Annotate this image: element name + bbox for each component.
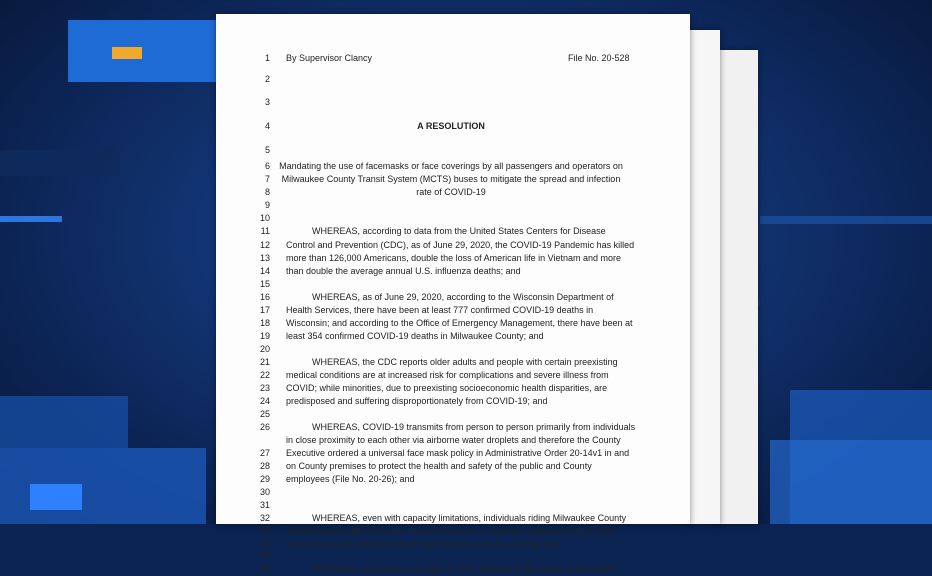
line-number: 26 bbox=[259, 422, 270, 432]
bg-block bbox=[770, 440, 932, 524]
line-text: predisposed and suffering disproportionately from COVID-19; and bbox=[286, 396, 548, 406]
line-text: more than 126,000 Americans, double the loss of American life in Vietnam and more bbox=[286, 253, 622, 263]
document-line bbox=[216, 434, 690, 447]
document-line bbox=[216, 212, 690, 225]
bg-block-bright bbox=[30, 484, 82, 510]
line-number: 22 bbox=[259, 370, 270, 380]
line-text: Wisconsin; and according to the Office of Emergency Management, there have been at bbox=[286, 318, 633, 328]
document-line bbox=[216, 549, 690, 562]
header-line bbox=[216, 52, 690, 65]
line-number: 25 bbox=[259, 409, 270, 419]
document-line bbox=[216, 447, 690, 460]
document-line bbox=[216, 252, 690, 265]
line-number: 21 bbox=[259, 357, 270, 367]
document-line bbox=[216, 144, 690, 157]
line-number: 28 bbox=[259, 461, 270, 471]
line-text: Milwaukee County Transit System (MCTS) buses to mitigate the spread and infection bbox=[281, 174, 621, 184]
bg-stripe bbox=[760, 216, 932, 224]
document-line bbox=[216, 317, 690, 330]
document-line bbox=[216, 382, 690, 395]
document-line bbox=[216, 96, 690, 109]
line-number: 1 bbox=[264, 53, 270, 63]
line-text: other sharing the same air which may carry the COVID-19 virus; and bbox=[286, 539, 559, 549]
line-number: 9 bbox=[264, 200, 270, 210]
bg-stripe bbox=[0, 216, 62, 222]
document-line bbox=[216, 291, 690, 304]
document-line bbox=[216, 460, 690, 473]
line-number: 11 bbox=[260, 226, 270, 236]
document-line bbox=[216, 421, 690, 434]
document-line bbox=[216, 239, 690, 252]
document-line bbox=[216, 160, 690, 173]
line-number: 5 bbox=[264, 145, 270, 155]
document-line bbox=[216, 265, 690, 278]
line-text: Executive ordered a universal face mask policy in Administrative Order 20-14v1 in and bbox=[286, 448, 630, 458]
line-text: WHEREAS, according to data from the United States Centers for Disease bbox=[312, 226, 606, 236]
line-number: 29 bbox=[259, 474, 270, 484]
bg-block bbox=[0, 396, 128, 448]
document-line bbox=[216, 173, 690, 186]
line-number: 34 bbox=[259, 539, 270, 549]
line-number: 14 bbox=[259, 266, 270, 276]
line-number: 7 bbox=[264, 174, 270, 184]
line-text: rate of COVID-19 bbox=[416, 187, 486, 197]
line-text: WHEREAS, even with capacity limitations, individuals riding Milwaukee County bbox=[312, 513, 627, 523]
line-text: than double the average annual U.S. influenza deaths; and bbox=[286, 266, 521, 276]
bg-block-orange bbox=[112, 47, 142, 59]
document-line bbox=[216, 408, 690, 421]
document-line bbox=[216, 330, 690, 343]
line-text: WHEREAS, the CDC reports older adults and people with certain preexisting bbox=[312, 357, 618, 367]
line-number: 6 bbox=[264, 161, 270, 171]
line-text: WHEREAS, as of June 29, 2020, according to the Wisconsin Department of bbox=[312, 292, 614, 302]
line-number: 16 bbox=[259, 292, 270, 302]
document-line bbox=[216, 343, 690, 356]
line-number: 30 bbox=[259, 487, 270, 497]
document-line bbox=[216, 499, 690, 512]
line-text: Health Services, there have been at least 777 confirmed COVID-19 deaths in bbox=[286, 305, 594, 315]
line-number: 35 bbox=[259, 550, 270, 560]
file-number: File No. 20-528 bbox=[568, 53, 630, 63]
document-line bbox=[216, 225, 690, 238]
line-number: 4 bbox=[264, 121, 270, 131]
line-number: 33 bbox=[259, 526, 270, 536]
line-text: Control and Prevention (CDC), as of June 29, 2020, the COVID-19 Pandemic has killed bbox=[286, 240, 635, 250]
line-number: 15 bbox=[259, 279, 270, 289]
document-line bbox=[216, 356, 690, 369]
line-number: 13 bbox=[259, 253, 270, 263]
document-line bbox=[216, 525, 690, 538]
line-number: 19 bbox=[259, 331, 270, 341]
document-line bbox=[216, 278, 690, 291]
line-number: 2 bbox=[264, 74, 270, 84]
line-number: 17 bbox=[259, 305, 270, 315]
document-line bbox=[216, 199, 690, 212]
line-text: WHEREAS, according to an April 3, 2020 National Public Radio article titled, bbox=[312, 564, 616, 574]
document-line bbox=[216, 473, 690, 486]
author: By Supervisor Clancy bbox=[286, 53, 373, 63]
line-number: 20 bbox=[259, 344, 270, 354]
line-text: in close proximity to each other via airborne water droplets and therefore the County bbox=[286, 435, 621, 445]
line-number: 24 bbox=[259, 396, 270, 406]
document-heading: A RESOLUTION bbox=[417, 121, 485, 131]
resolution-page bbox=[216, 14, 690, 574]
line-text: least 354 confirmed COVID-19 deaths in Milwaukee County; and bbox=[286, 331, 544, 341]
document-line bbox=[216, 186, 690, 199]
line-number: 10 bbox=[259, 213, 270, 223]
line-number: 12 bbox=[259, 240, 270, 250]
document-line bbox=[216, 73, 690, 86]
line-text: WHEREAS, COVID-19 transmits from person to person primarily from individuals bbox=[312, 422, 636, 432]
line-text: medical conditions are at increased risk for complications and severe illness from bbox=[286, 370, 609, 380]
document-line bbox=[216, 304, 690, 317]
line-text: COVID; while minorities, due to preexisting socioeconomic health disparities, are bbox=[286, 383, 608, 393]
document-line bbox=[216, 120, 690, 133]
line-number: 8 bbox=[264, 187, 270, 197]
line-number: 27 bbox=[259, 448, 270, 458]
bg-block bbox=[0, 150, 120, 176]
line-number: 18 bbox=[259, 318, 270, 328]
line-number: 36 bbox=[259, 564, 270, 574]
document-line bbox=[216, 486, 690, 499]
document-line bbox=[216, 512, 690, 525]
line-text: on County premises to protect the health and safety of the public and County bbox=[286, 461, 592, 471]
line-text: Mandating the use of facemasks or face coverings by all passengers and operators on bbox=[279, 161, 623, 171]
document-line bbox=[216, 563, 690, 576]
line-text: Transit System (MCTS) buses remain enclosed in relatively close proximity to each bbox=[286, 526, 617, 536]
line-number: 23 bbox=[259, 383, 270, 393]
document-line bbox=[216, 395, 690, 408]
line-number: 32 bbox=[259, 513, 270, 523]
document-line bbox=[216, 369, 690, 382]
line-number: 31 bbox=[259, 500, 270, 510]
line-text: employees (File No. 20-26); and bbox=[286, 474, 415, 484]
line-number: 3 bbox=[264, 97, 270, 107]
